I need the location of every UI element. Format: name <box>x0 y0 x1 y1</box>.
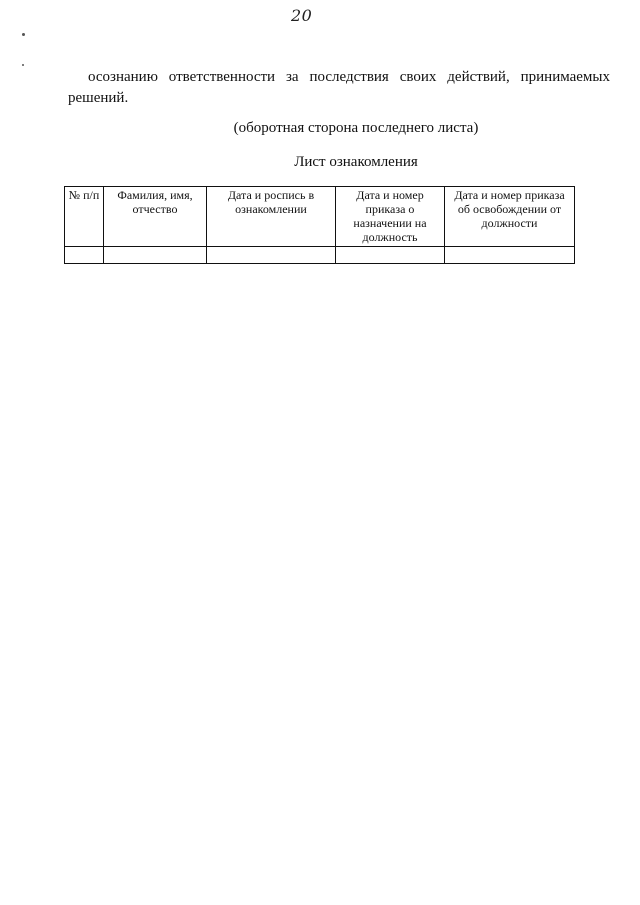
table-row <box>65 247 575 264</box>
acknowledgement-sheet-title: Лист ознакомления <box>294 154 418 170</box>
table-cell-appointment-order <box>336 247 445 264</box>
body-line-2: решений. <box>68 90 129 106</box>
table-header-row <box>65 187 575 247</box>
body-line-1: осознанию ответственности за последствия своих действий, принимаемых <box>88 69 610 85</box>
scan-speck <box>22 33 25 36</box>
column-header-number: № п/п <box>65 187 104 247</box>
scan-speck <box>22 64 24 66</box>
body-paragraph <box>68 67 610 109</box>
column-header-dismissal-order: Дата и номер приказа об освобождении от должности <box>445 187 575 247</box>
column-header-date-signature: Дата и роспись в ознакомлении <box>207 187 336 247</box>
column-header-full-name: Фамилия, имя, отчество <box>104 187 207 247</box>
column-header-appointment-order: Дата и номер приказа о назначении на должность <box>336 187 445 247</box>
table-cell-number <box>65 247 104 264</box>
reverse-side-note: (оборотная сторона последнего листа) <box>233 120 479 136</box>
page-number: 20 <box>291 6 313 25</box>
acknowledgement-table <box>64 186 575 264</box>
table-cell-dismissal-order <box>445 247 575 264</box>
table-cell-date-signature <box>207 247 336 264</box>
table-cell-full-name <box>104 247 207 264</box>
